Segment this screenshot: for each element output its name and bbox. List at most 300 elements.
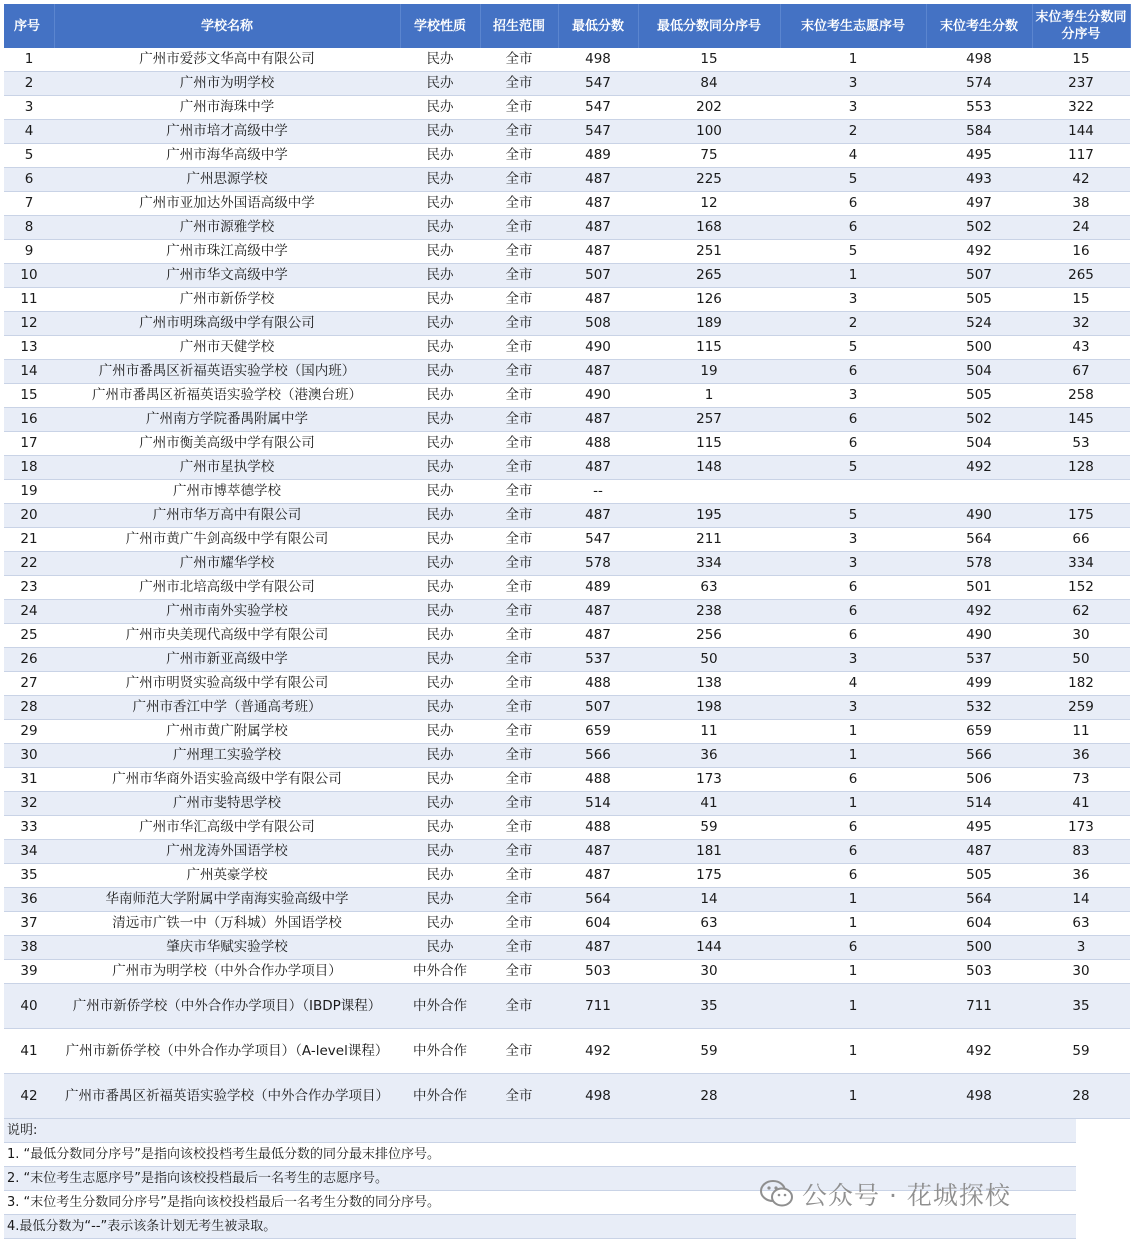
table-cell: 144 (1032, 120, 1130, 144)
table-cell: 30 (638, 960, 780, 984)
table-cell: 民办 (400, 48, 480, 72)
school-name-cell: 广州市珠江高级中学 (54, 240, 400, 264)
school-name-cell: 广州市明贤实验高级中学有限公司 (54, 672, 400, 696)
school-name-cell: 广州市华万高中有限公司 (54, 504, 400, 528)
table-cell: 全市 (480, 312, 558, 336)
table-cell: 1 (780, 792, 926, 816)
table-row (4, 864, 1130, 888)
table-cell: 488 (558, 768, 638, 792)
school-name-cell: 广州市黄广牛剑高级中学有限公司 (54, 528, 400, 552)
table-cell: 84 (638, 72, 780, 96)
table-cell (638, 480, 780, 504)
table-cell: 民办 (400, 312, 480, 336)
table-cell: 334 (638, 552, 780, 576)
table-cell: 全市 (480, 744, 558, 768)
school-name-cell: 广州市衡美高级中学有限公司 (54, 432, 400, 456)
table-cell: 全市 (480, 360, 558, 384)
table-cell: -- (558, 480, 638, 504)
table-cell: 41 (1032, 792, 1130, 816)
table-cell: 民办 (400, 552, 480, 576)
table-cell: 民办 (400, 624, 480, 648)
table-cell: 全市 (480, 480, 558, 504)
table-cell: 126 (638, 288, 780, 312)
table-cell: 5 (4, 144, 54, 168)
table-cell: 全市 (480, 528, 558, 552)
table-cell: 6 (780, 768, 926, 792)
table-cell: 487 (558, 360, 638, 384)
table-cell: 175 (1032, 504, 1130, 528)
table-cell: 73 (1032, 768, 1130, 792)
table-cell: 711 (926, 984, 1032, 1029)
table-cell: 1 (780, 984, 926, 1029)
column-header: 最低分数 (558, 4, 638, 48)
table-cell: 4 (4, 120, 54, 144)
table-cell: 18 (4, 456, 54, 480)
table-cell: 578 (558, 552, 638, 576)
table-cell: 547 (558, 528, 638, 552)
table-cell (926, 480, 1032, 504)
table-cell: 30 (1032, 960, 1130, 984)
table-cell: 17 (4, 432, 54, 456)
table-cell: 2 (4, 72, 54, 96)
table-cell: 487 (558, 192, 638, 216)
table-cell: 564 (558, 888, 638, 912)
table-cell: 20 (4, 504, 54, 528)
school-name-cell: 广州市爱莎文华高中有限公司 (54, 48, 400, 72)
table-cell: 1 (780, 264, 926, 288)
school-name-cell: 广州市为明学校（中外合作办学项目） (54, 960, 400, 984)
table-header (4, 4, 1130, 48)
table-row (4, 648, 1130, 672)
table-cell: 民办 (400, 480, 480, 504)
table-cell: 16 (1032, 240, 1130, 264)
table-cell: 民办 (400, 672, 480, 696)
table-row (4, 120, 1130, 144)
table-row (4, 240, 1130, 264)
table-cell: 5 (780, 336, 926, 360)
table-cell: 2 (780, 312, 926, 336)
table-cell: 中外合作 (400, 1029, 480, 1074)
table-cell: 499 (926, 672, 1032, 696)
table-cell: 36 (4, 888, 54, 912)
table-cell: 198 (638, 696, 780, 720)
table-row (4, 336, 1130, 360)
table-cell: 40 (4, 984, 54, 1029)
header-row (4, 4, 1130, 48)
table-row (4, 720, 1130, 744)
table-cell: 604 (926, 912, 1032, 936)
table-cell: 506 (926, 768, 1032, 792)
column-header: 序号 (4, 4, 54, 48)
table-cell: 6 (780, 360, 926, 384)
school-name-cell: 广州市北培高级中学有限公司 (54, 576, 400, 600)
table-cell: 604 (558, 912, 638, 936)
table-row (4, 192, 1130, 216)
table-cell: 138 (638, 672, 780, 696)
table-row (4, 96, 1130, 120)
table-row (4, 816, 1130, 840)
table-cell: 34 (4, 840, 54, 864)
table-cell: 487 (558, 216, 638, 240)
table-cell: 537 (558, 648, 638, 672)
table-cell: 3 (780, 72, 926, 96)
table-row (4, 744, 1130, 768)
table-cell: 民办 (400, 336, 480, 360)
table-cell: 全市 (480, 888, 558, 912)
table-cell: 全市 (480, 72, 558, 96)
table-cell: 63 (1032, 912, 1130, 936)
table-cell: 全市 (480, 1029, 558, 1074)
school-name-cell: 广州市为明学校 (54, 72, 400, 96)
table-cell: 全市 (480, 144, 558, 168)
table-cell: 488 (558, 816, 638, 840)
table-cell: 民办 (400, 144, 480, 168)
table-cell: 全市 (480, 504, 558, 528)
table-cell: 32 (1032, 312, 1130, 336)
table-cell: 全市 (480, 120, 558, 144)
table-cell: 民办 (400, 504, 480, 528)
table-cell: 259 (1032, 696, 1130, 720)
table-cell: 11 (1032, 720, 1130, 744)
table-cell: 503 (558, 960, 638, 984)
table-cell: 75 (638, 144, 780, 168)
table-cell: 145 (1032, 408, 1130, 432)
table-row (4, 312, 1130, 336)
table-cell: 民办 (400, 240, 480, 264)
table-cell: 30 (1032, 624, 1130, 648)
school-name-cell: 广州理工实验学校 (54, 744, 400, 768)
table-cell: 237 (1032, 72, 1130, 96)
school-name-cell: 广州市南外实验学校 (54, 600, 400, 624)
table-cell: 152 (1032, 576, 1130, 600)
table-cell: 508 (558, 312, 638, 336)
column-header: 末位考生分数 (926, 4, 1032, 48)
table-cell: 4 (780, 672, 926, 696)
school-name-cell: 华南师范大学附属中学南海实验高级中学 (54, 888, 400, 912)
school-name-cell: 广州南方学院番禺附属中学 (54, 408, 400, 432)
table-cell: 100 (638, 120, 780, 144)
watermark (760, 1176, 1011, 1212)
table-cell: 168 (638, 216, 780, 240)
table-cell: 500 (926, 936, 1032, 960)
table-cell: 487 (926, 840, 1032, 864)
table-row (4, 960, 1130, 984)
table-row (4, 888, 1130, 912)
table-cell: 490 (926, 624, 1032, 648)
school-name-cell: 广州市华汇高级中学有限公司 (54, 816, 400, 840)
table-cell: 487 (558, 456, 638, 480)
table-cell: 144 (638, 936, 780, 960)
note-line: 2. “末位考生志愿序号”是指向该校投档最后一名考生的志愿序号。 (4, 1167, 1076, 1191)
table-cell: 238 (638, 600, 780, 624)
table-cell: 225 (638, 168, 780, 192)
table-cell: 504 (926, 432, 1032, 456)
table-cell: 257 (638, 408, 780, 432)
table-cell: 16 (4, 408, 54, 432)
table-cell: 民办 (400, 912, 480, 936)
table-row (4, 432, 1130, 456)
table-row (4, 72, 1130, 96)
table-body (4, 48, 1130, 1119)
table-cell: 63 (638, 576, 780, 600)
school-name-cell: 广州市明珠高级中学有限公司 (54, 312, 400, 336)
table-cell: 1 (780, 48, 926, 72)
column-header: 学校名称 (54, 4, 400, 48)
table-cell: 14 (4, 360, 54, 384)
table-cell: 28 (638, 1074, 780, 1119)
table-cell: 1 (780, 912, 926, 936)
table-cell: 全市 (480, 576, 558, 600)
table-cell: 民办 (400, 264, 480, 288)
table-cell: 5 (780, 168, 926, 192)
table-cell: 民办 (400, 456, 480, 480)
table-cell: 59 (638, 816, 780, 840)
table-cell: 全市 (480, 648, 558, 672)
table-cell: 6 (780, 432, 926, 456)
table-cell: 37 (4, 912, 54, 936)
table-cell: 民办 (400, 792, 480, 816)
table-cell: 全市 (480, 336, 558, 360)
table-cell: 全市 (480, 216, 558, 240)
table-cell: 547 (558, 72, 638, 96)
table-cell: 全市 (480, 552, 558, 576)
table-cell: 42 (4, 1074, 54, 1119)
table-cell: 民办 (400, 72, 480, 96)
admission-table (4, 4, 1131, 1119)
table-cell: 173 (638, 768, 780, 792)
column-header: 学校性质 (400, 4, 480, 48)
table-cell: 13 (4, 336, 54, 360)
table-cell: 63 (638, 912, 780, 936)
table-cell (780, 480, 926, 504)
table-cell: 6 (780, 936, 926, 960)
table-cell: 33 (4, 816, 54, 840)
table-cell: 15 (4, 384, 54, 408)
table-cell: 11 (4, 288, 54, 312)
note-line: 3. “末位考生分数同分序号”是指向该校投档最后一名考生分数的同分序号。 (4, 1191, 1076, 1215)
table-cell: 490 (926, 504, 1032, 528)
table-cell: 1 (780, 744, 926, 768)
school-name-cell: 广州市华商外语实验高级中学有限公司 (54, 768, 400, 792)
table-cell: 民办 (400, 288, 480, 312)
table-cell: 1 (780, 1074, 926, 1119)
table-cell: 487 (558, 168, 638, 192)
table-cell: 503 (926, 960, 1032, 984)
table-cell: 民办 (400, 888, 480, 912)
table-cell: 全市 (480, 912, 558, 936)
table-cell: 487 (558, 624, 638, 648)
table-cell: 5 (780, 504, 926, 528)
school-name-cell: 广州市央美现代高级中学有限公司 (54, 624, 400, 648)
table-cell: 19 (638, 360, 780, 384)
table-cell: 488 (558, 432, 638, 456)
table-cell: 1 (780, 1029, 926, 1074)
table-cell: 537 (926, 648, 1032, 672)
table-cell: 民办 (400, 840, 480, 864)
note-line: 说明: (4, 1119, 1076, 1143)
table-cell: 553 (926, 96, 1032, 120)
table-cell: 全市 (480, 984, 558, 1029)
table-cell: 36 (1032, 744, 1130, 768)
table-cell: 175 (638, 864, 780, 888)
table-cell: 507 (926, 264, 1032, 288)
table-row (4, 216, 1130, 240)
table-cell: 4 (780, 144, 926, 168)
table-cell: 256 (638, 624, 780, 648)
table-cell: 2 (780, 120, 926, 144)
table-row (4, 984, 1130, 1029)
school-name-cell: 广州市星执学校 (54, 456, 400, 480)
school-name-cell: 广州市耀华学校 (54, 552, 400, 576)
table-cell: 487 (558, 936, 638, 960)
table-cell: 487 (558, 408, 638, 432)
table-cell: 全市 (480, 240, 558, 264)
table-cell: 3 (4, 96, 54, 120)
table-cell: 505 (926, 864, 1032, 888)
table-cell: 14 (638, 888, 780, 912)
table-cell: 3 (780, 384, 926, 408)
table-cell: 22 (4, 552, 54, 576)
table-row (4, 144, 1130, 168)
table-cell: 10 (4, 264, 54, 288)
table-cell: 322 (1032, 96, 1130, 120)
table-cell: 490 (558, 336, 638, 360)
table-cell: 全市 (480, 696, 558, 720)
table-cell: 民办 (400, 648, 480, 672)
table-cell: 全市 (480, 408, 558, 432)
table-cell: 492 (926, 456, 1032, 480)
table-cell: 547 (558, 96, 638, 120)
table-cell: 502 (926, 216, 1032, 240)
table-cell: 711 (558, 984, 638, 1029)
table-row (4, 504, 1130, 528)
note-line: 1. “最低分数同分序号”是指向该校投档考生最低分数的同分最末排位序号。 (4, 1143, 1076, 1167)
table-cell: 31 (4, 768, 54, 792)
school-name-cell: 广州英豪学校 (54, 864, 400, 888)
table-cell: 502 (926, 408, 1032, 432)
table-cell: 66 (1032, 528, 1130, 552)
school-name-cell: 广州市番禺区祈福英语实验学校（国内班） (54, 360, 400, 384)
table-cell: 35 (1032, 984, 1130, 1029)
table-cell: 8 (4, 216, 54, 240)
table-cell: 全市 (480, 288, 558, 312)
table-cell: 3 (780, 288, 926, 312)
table-cell: 487 (558, 504, 638, 528)
table-cell: 495 (926, 144, 1032, 168)
table-row (4, 384, 1130, 408)
table-cell: 489 (558, 144, 638, 168)
table-cell: 全市 (480, 168, 558, 192)
table-cell: 211 (638, 528, 780, 552)
school-name-cell: 广州市新侨学校（中外合作办学项目）（A-level课程） (54, 1029, 400, 1074)
school-name-cell: 广州市番禺区祈福英语实验学校（中外合作办学项目） (54, 1074, 400, 1119)
table-cell: 全市 (480, 960, 558, 984)
table-row (4, 552, 1130, 576)
table-cell: 1 (780, 720, 926, 744)
column-header: 末位考生志愿序号 (780, 4, 926, 48)
table-cell: 1 (780, 960, 926, 984)
table-cell: 584 (926, 120, 1032, 144)
table-cell: 115 (638, 336, 780, 360)
table-cell: 507 (558, 264, 638, 288)
table-cell: 28 (4, 696, 54, 720)
table-cell: 566 (558, 744, 638, 768)
table-cell: 6 (780, 816, 926, 840)
table-cell: 497 (926, 192, 1032, 216)
table-cell: 6 (4, 168, 54, 192)
table-cell: 59 (1032, 1029, 1130, 1074)
table-cell: 6 (780, 864, 926, 888)
table-cell: 42 (1032, 168, 1130, 192)
table-cell: 民办 (400, 816, 480, 840)
table-cell: 1 (780, 888, 926, 912)
table-cell: 25 (4, 624, 54, 648)
school-name-cell: 广州市香江中学（普通高考班） (54, 696, 400, 720)
table-cell: 民办 (400, 528, 480, 552)
table-cell: 民办 (400, 576, 480, 600)
table-cell: 35 (4, 864, 54, 888)
table-cell: 全市 (480, 264, 558, 288)
table-cell: 50 (638, 648, 780, 672)
table-cell: 115 (638, 432, 780, 456)
table-cell: 514 (926, 792, 1032, 816)
table-cell: 6 (780, 216, 926, 240)
table-cell: 36 (1032, 864, 1130, 888)
table-cell: 173 (1032, 816, 1130, 840)
table-row (4, 792, 1130, 816)
table-cell: 民办 (400, 744, 480, 768)
table-cell: 334 (1032, 552, 1130, 576)
table-cell: 6 (780, 840, 926, 864)
table-row (4, 168, 1130, 192)
table-cell: 489 (558, 576, 638, 600)
column-header: 末位考生分数同分序号 (1032, 4, 1130, 48)
table-cell: 43 (1032, 336, 1130, 360)
table-cell: 全市 (480, 936, 558, 960)
table-cell: 488 (558, 672, 638, 696)
school-name-cell: 广州市华文高级中学 (54, 264, 400, 288)
table-cell: 12 (4, 312, 54, 336)
table-cell: 21 (4, 528, 54, 552)
table-cell: 15 (638, 48, 780, 72)
table-row (4, 672, 1130, 696)
table-row (4, 840, 1130, 864)
table-row (4, 768, 1130, 792)
table-cell: 民办 (400, 696, 480, 720)
table-cell: 民办 (400, 360, 480, 384)
table-cell: 1 (4, 48, 54, 72)
table-cell: 11 (638, 720, 780, 744)
table-cell: 659 (558, 720, 638, 744)
table-cell: 民办 (400, 216, 480, 240)
table-cell: 民办 (400, 600, 480, 624)
table-row (4, 288, 1130, 312)
table-cell: 564 (926, 528, 1032, 552)
table-cell: 507 (558, 696, 638, 720)
table-row (4, 360, 1130, 384)
table-row (4, 480, 1130, 504)
table-cell (1032, 480, 1130, 504)
table-cell: 全市 (480, 432, 558, 456)
table-cell: 514 (558, 792, 638, 816)
school-name-cell: 广州龙涛外国语学校 (54, 840, 400, 864)
table-cell: 29 (4, 720, 54, 744)
column-header: 最低分数同分序号 (638, 4, 780, 48)
table-cell: 民办 (400, 120, 480, 144)
table-row (4, 912, 1130, 936)
table-cell: 3 (780, 696, 926, 720)
table-cell: 6 (780, 576, 926, 600)
